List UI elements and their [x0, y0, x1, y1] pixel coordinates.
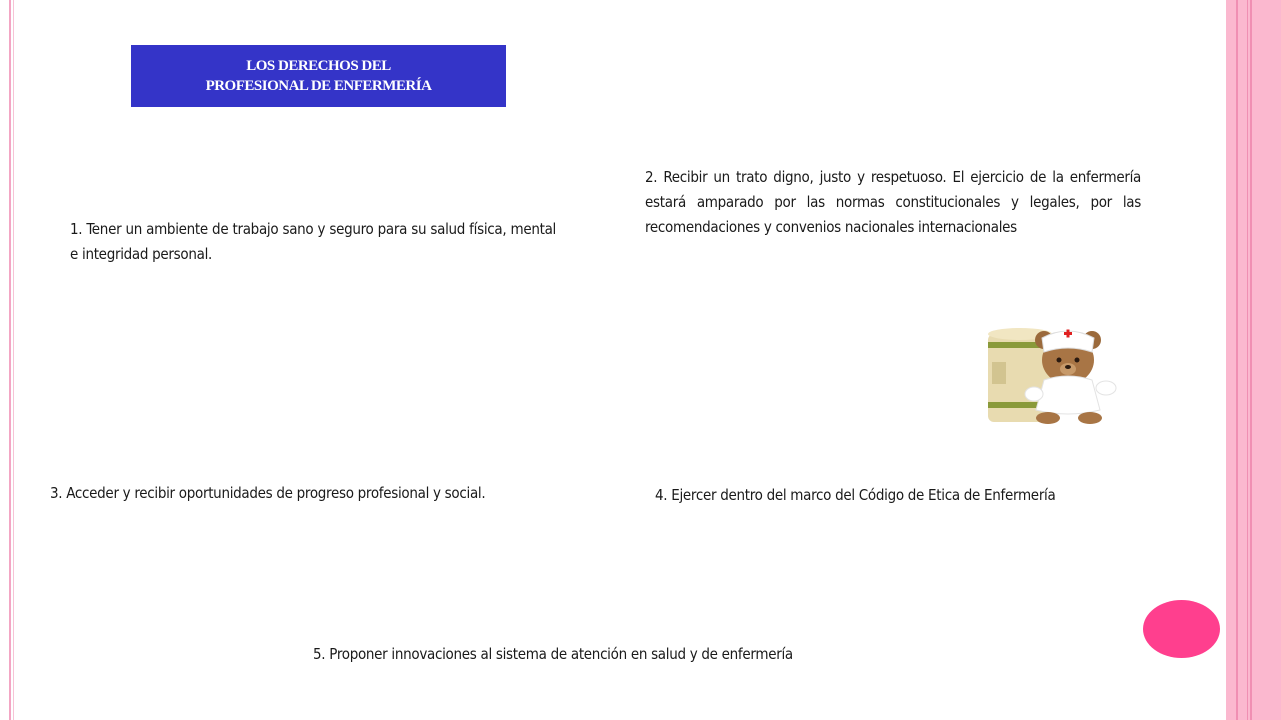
- slide-title-line2: PROFESIONAL DE ENFERMERÍA: [205, 78, 432, 94]
- decorative-pink-circle: [1143, 600, 1220, 658]
- slide-title: [131, 45, 506, 107]
- right-decorative-band: [1226, 0, 1281, 720]
- right-item-2: 2. Recibir un trato digno, justo y respetuoso. El ejercicio de la enfermería estará amparado por las normas constitucionales y legales, por las recomendaciones y convenios nacionales internacionales: [645, 168, 1141, 236]
- right-item-1: 1. Tener un ambiente de trabajo sano y seguro para su salud física, mental e integridad personal.: [70, 220, 556, 263]
- right-item-5: 5. Proponer innovaciones al sistema de atención en salud y de enfermería: [313, 645, 793, 663]
- slide-title-line1: LOS DERECHOS DEL: [246, 58, 391, 74]
- left-frame-line-inner: [13, 0, 14, 720]
- right-item-3: 3. Acceder y recibir oportunidades de progreso profesional y social.: [50, 484, 486, 502]
- nurse-teddy-bear-icon: [982, 322, 1132, 427]
- left-frame-line: [9, 0, 11, 720]
- right-item-4: 4. Ejercer dentro del marco del Código de Etica de Enfermería: [655, 486, 1056, 504]
